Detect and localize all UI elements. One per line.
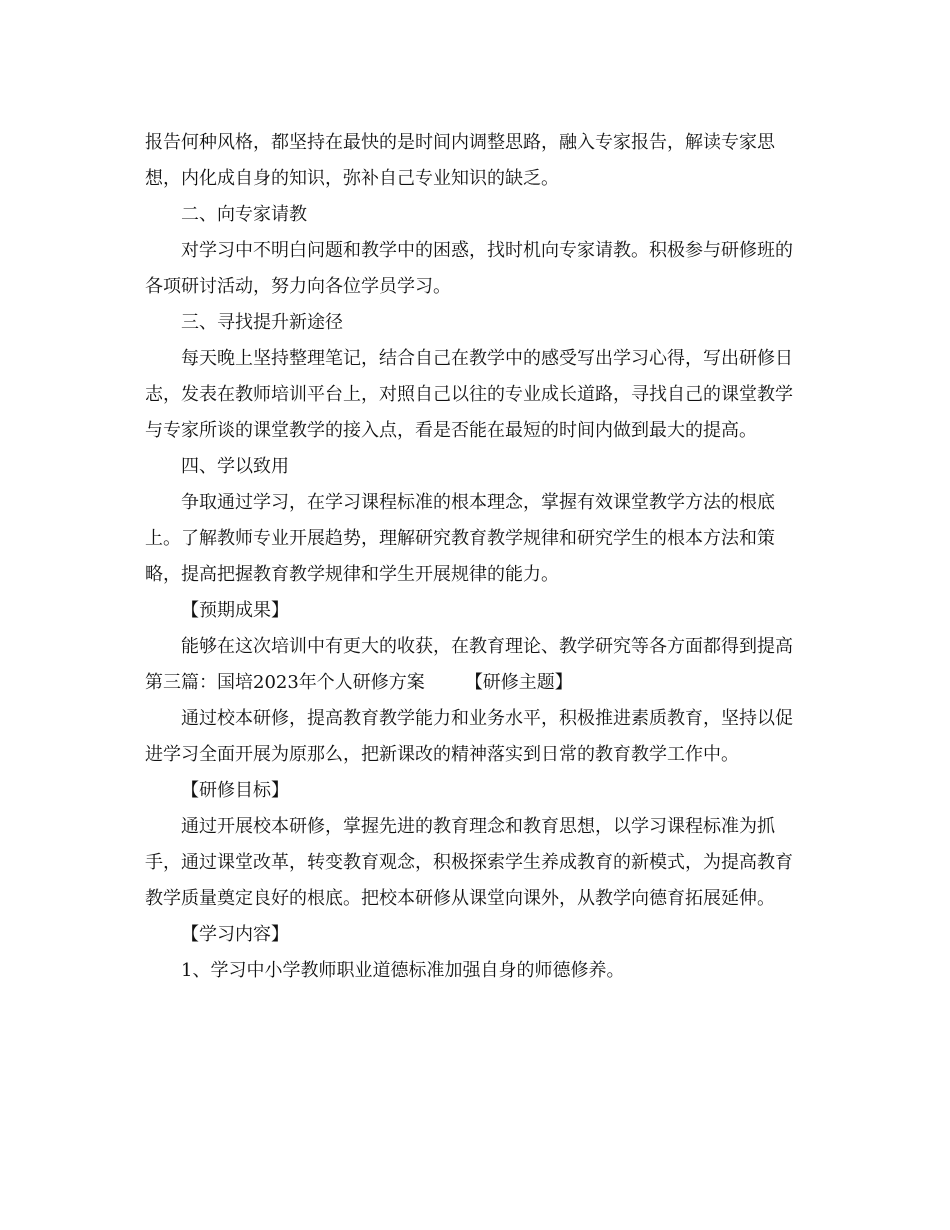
document-body bbox=[145, 125, 805, 989]
heading-apply-learning: 四、学以致用 bbox=[181, 456, 289, 477]
heading-expected-results: 【预期成果】 bbox=[181, 600, 289, 621]
paragraph-research-goals: 通过开展校本研修，掌握先进的教育理念和教育思想，以学习课程标准为抓手，通过课堂改革，转变教育观念，积极探索学生养成教育的新模式，为提高教育教学质量奠定良好的根底。把校本研修从课堂向课外，从教学向德育拓展延伸。 bbox=[145, 816, 793, 909]
section-title-line bbox=[145, 665, 805, 701]
paragraph-consult-experts: 对学习中不明白问题和教学中的困惑，找时机向专家请教。积极参与研修班的各项研讨活动，努力向各位学员学习。 bbox=[145, 240, 793, 297]
paragraph-apply-learning: 争取通过学习，在学习课程标准的根本理念，掌握有效课堂教学方法的根底上。了解教师专业开展趋势，理解研究教育教学规律和研究学生的根本方法和策略，提高把握教育教学规律和学生开展规律的能力。 bbox=[145, 492, 775, 585]
heading-new-approaches: 三、寻找提升新途径 bbox=[181, 312, 343, 333]
paragraph-new-approaches: 每天晚上坚持整理笔记，结合自己在教学中的感受写出学习心得，写出研修日志，发表在教师培训平台上，对照自己以往的专业成长道路，寻找自己的课堂教学与专家所谈的课堂教学的接入点，看是否能在最短的时间内做到最大的提高。 bbox=[145, 348, 793, 441]
paragraph-expected-results: 能够在这次培训中有更大的收获，在教育理论、教学研究等各方面都得到提高 bbox=[181, 636, 793, 657]
heading-research-goals: 【研修目标】 bbox=[181, 780, 289, 801]
paragraph-learning-content-item-1: 1、学习中小学教师职业道德标准加强自身的师德修养。 bbox=[181, 960, 625, 981]
section-title: 第三篇：国培2023年个人研修方案 bbox=[145, 672, 425, 693]
heading-consult-experts: 二、向专家请教 bbox=[181, 204, 307, 225]
paragraph-research-theme: 通过校本研修，提高教育教学能力和业务水平，积极推进素质教育，坚持以促进学习全面开展为原那么，把新课改的精神落实到日常的教育教学工作中。 bbox=[145, 708, 793, 765]
heading-learning-content: 【学习内容】 bbox=[181, 924, 289, 945]
section-subtitle: 【研修主题】 bbox=[464, 672, 573, 693]
paragraph-continuation: 报告何种风格，都坚持在最快的是时间内调整思路，融入专家报告，解读专家思想，内化成自身的知识，弥补自己专业知识的缺乏。 bbox=[145, 132, 775, 189]
